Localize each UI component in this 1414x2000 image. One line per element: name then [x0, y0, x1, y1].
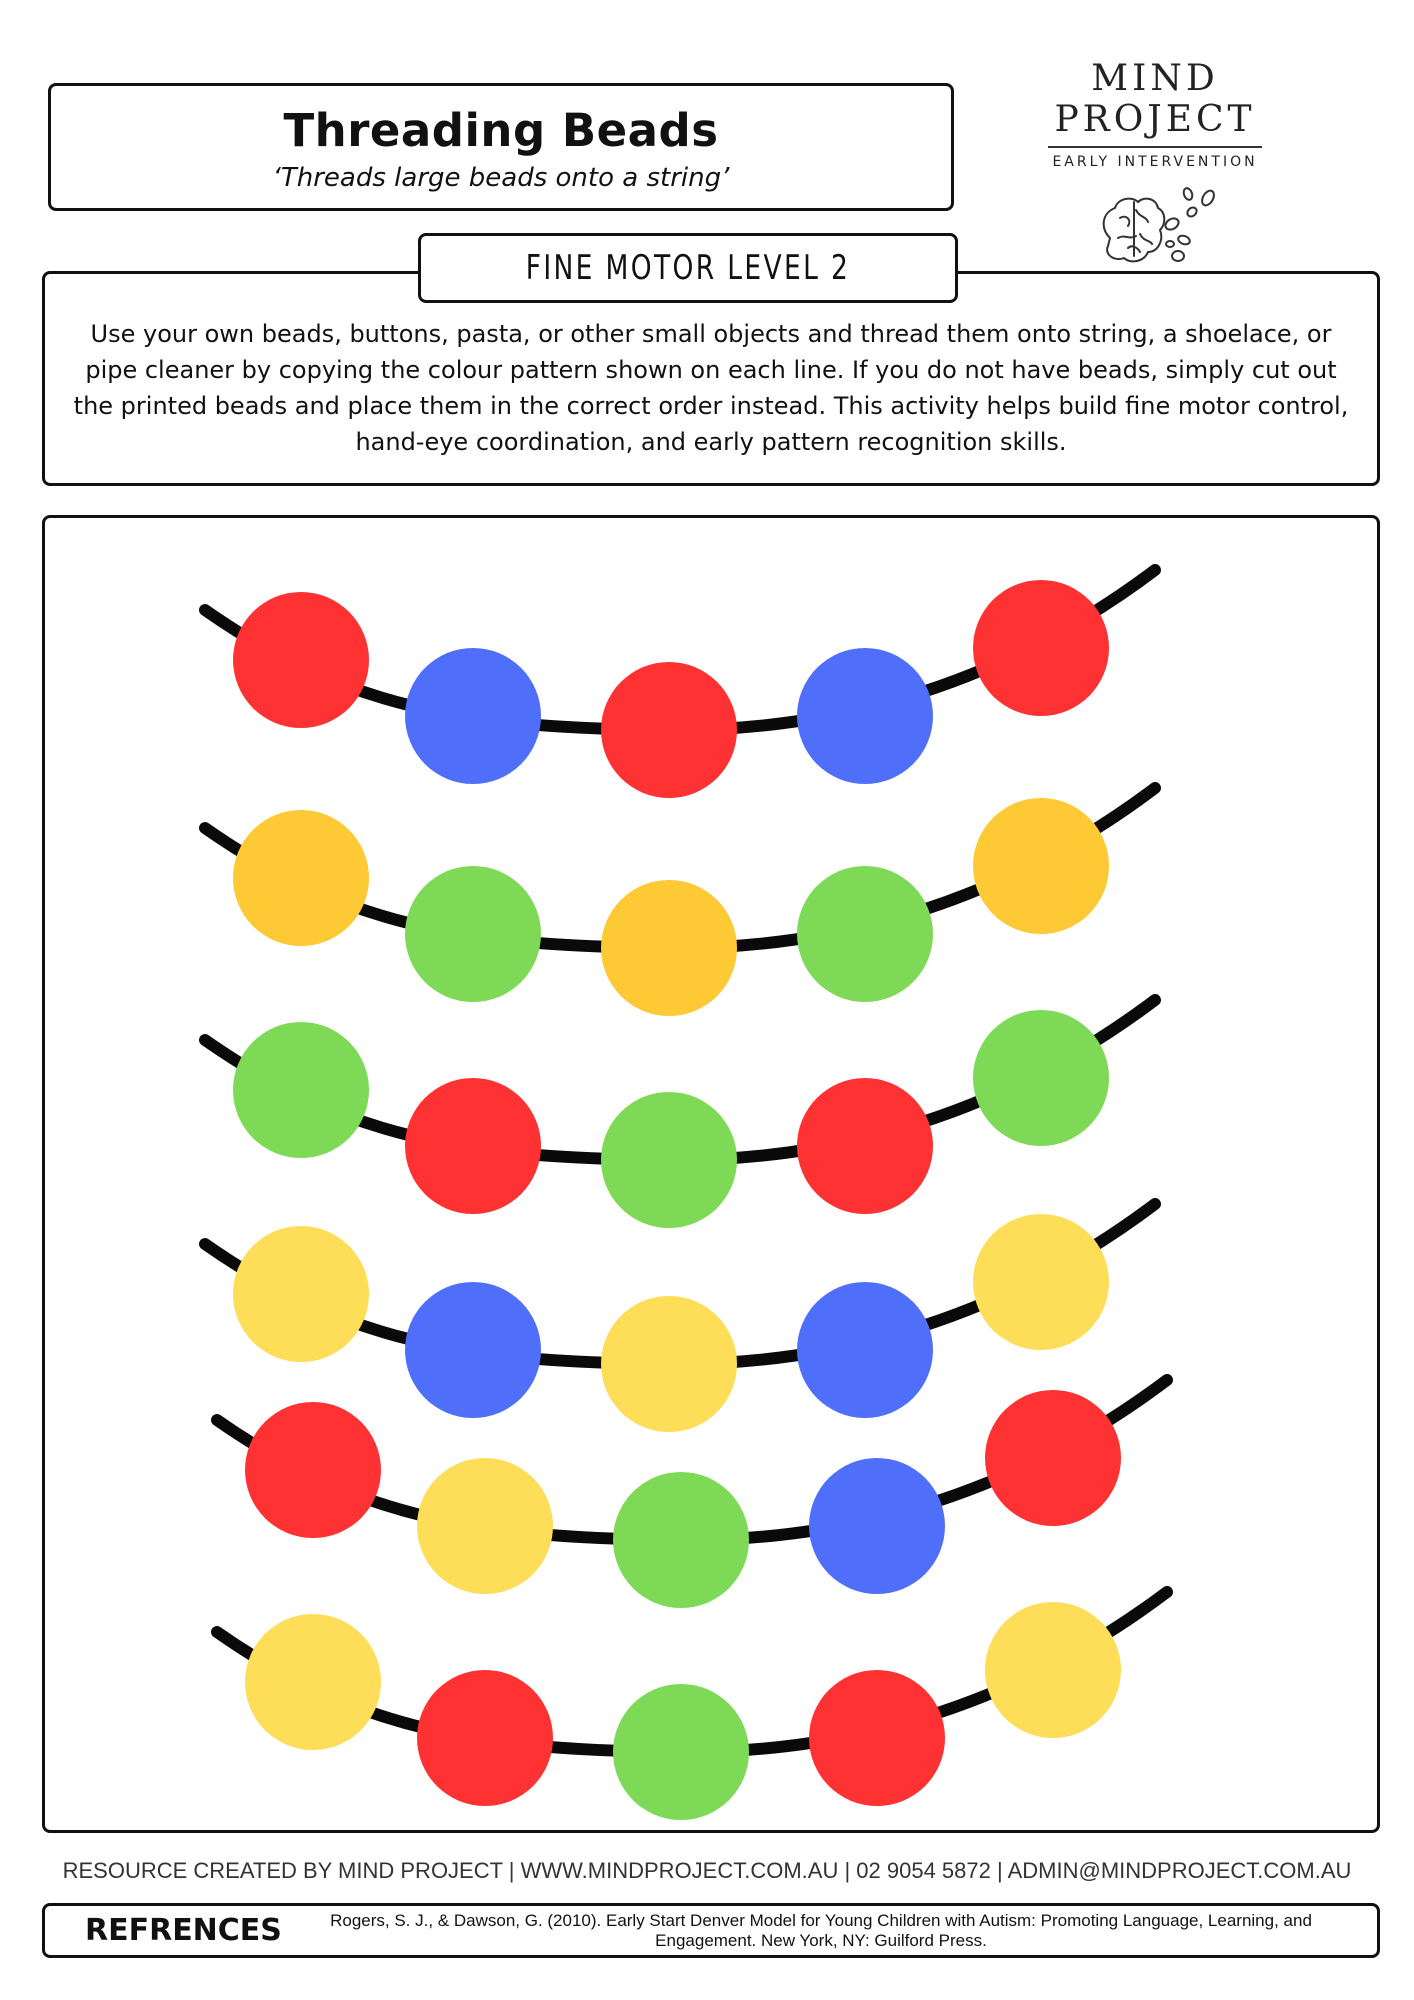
logo-divider	[1048, 146, 1262, 148]
green-bead	[797, 866, 933, 1002]
references-box	[42, 1903, 1380, 1958]
red-bead	[245, 1402, 381, 1538]
yellow-bead	[417, 1458, 553, 1594]
bead-string-row	[205, 1000, 1155, 1228]
orange-bead	[233, 810, 369, 946]
page-title: Threading Beads	[283, 104, 719, 157]
yellow-bead	[233, 1226, 369, 1362]
yellow-bead	[601, 1296, 737, 1432]
yellow-bead	[245, 1614, 381, 1750]
red-bead	[985, 1390, 1121, 1526]
red-bead	[973, 580, 1109, 716]
orange-bead	[601, 880, 737, 1016]
green-bead	[613, 1472, 749, 1608]
red-bead	[797, 1078, 933, 1214]
level-tab	[418, 233, 958, 303]
red-bead	[405, 1078, 541, 1214]
yellow-bead	[973, 1214, 1109, 1350]
bead-pattern-panel	[42, 515, 1380, 1833]
blue-bead	[797, 648, 933, 784]
blue-bead	[405, 1282, 541, 1418]
green-bead	[613, 1684, 749, 1820]
references-label: REFRENCES	[85, 1913, 282, 1948]
instructions-box	[42, 271, 1380, 486]
bead-string-row	[205, 1204, 1155, 1432]
bead-string-row	[205, 788, 1155, 1016]
blue-bead	[809, 1458, 945, 1594]
green-bead	[233, 1022, 369, 1158]
yellow-bead	[985, 1602, 1121, 1738]
references-text: Rogers, S. J., & Dawson, G. (2010). Early Start Denver Model for Young Children with Autism: Promoting Language, Learning, and Engagement. New York, NY: Guilford Press.	[330, 1910, 1312, 1950]
bead-string-row	[217, 1592, 1167, 1820]
bead-pattern-illustration	[45, 518, 1377, 1830]
red-bead	[601, 662, 737, 798]
logo-tagline: EARLY INTERVENTION	[1052, 154, 1258, 170]
footer-credits: RESOURCE CREATED BY MIND PROJECT | WWW.MINDPROJECT.COM.AU | 02 9054 5872 | ADMIN@MINDPROJECT.COM.AU	[62, 1858, 1352, 1883]
green-bead	[973, 1010, 1109, 1146]
bead-string-row	[205, 570, 1155, 798]
orange-bead	[973, 798, 1109, 934]
red-bead	[809, 1670, 945, 1806]
instructions-text: Use your own beads, buttons, pasta, or other small objects and thread them onto string, a shoelace, or pipe cleaner by copying the colour pattern shown on each line. If you do not have beads, simply cut out the printed beads and place them in the correct order instead. This activity helps build fine motor control, hand-eye coordination, and early pattern recognition skills.	[73, 320, 1349, 456]
level-label: FINE MOTOR LEVEL 2	[525, 248, 851, 288]
blue-bead	[405, 648, 541, 784]
title-box	[48, 83, 954, 211]
green-bead	[601, 1092, 737, 1228]
green-bead	[405, 866, 541, 1002]
logo-name: MIND PROJECT	[1054, 58, 1256, 140]
mind-project-logo	[990, 58, 1320, 258]
red-bead	[233, 592, 369, 728]
page-subtitle: ‘Threads large beads onto a string’	[272, 163, 730, 193]
red-bead	[417, 1670, 553, 1806]
blue-bead	[797, 1282, 933, 1418]
